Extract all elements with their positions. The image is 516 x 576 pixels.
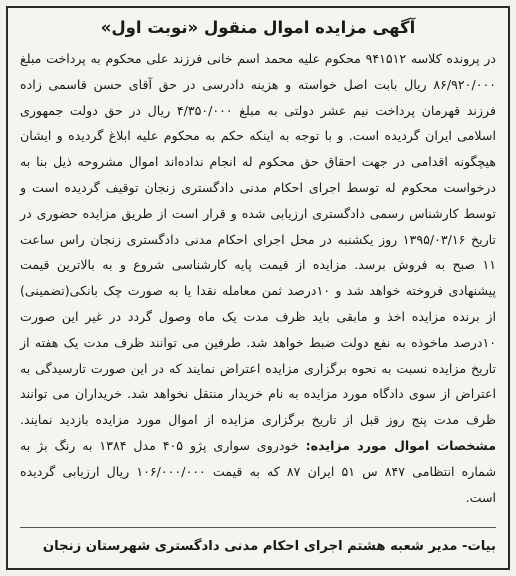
notice-content [8, 8, 508, 568]
property-spec-heading: مشخصات اموال مورد مزایده: [305, 437, 497, 453]
notice-main-paragraph: در پرونده کلاسه ۹۴۱۵۱۲ محکوم علیه محمد اسم خانی فرزند علی محکوم به پرداخت مبلغ ۸۶/۹۲۰/۰۰۰ ریال بابت اصل خواسته و هزینه دادرسی در حق آقای حسن قاسمی زاده فرزند قهرمان پرداخت نیم عشر دولتی به مبلغ ۴/۳۵۰/۰۰۰ ریال در حق دولت جمهوری اسلامی ایران گردیده است. و با توجه به اینکه حکم به محکوم علیه ابلاغ گردیده و ایشان هیچگونه اقدامی در جهت احقاق حق محکوم له انجام نداده‌اند اموال مشروحه ذیل بنا به درخواست محکوم له توسط اجرای احکام مدنی دادگستری زنجان توقیف گردیده است و توسط کارشناس رسمی دادگستری ارزیابی شده و قرار است از طریق مزایده حضوری در تاریخ ۱۳۹۵/۰۳/۱۶ روز یکشنبه در محل اجرای احکام مدنی دادگستری زنجان راس ساعت ۱۱ صبح به فروش برسد. مزایده از قیمت پایه کارشناسی شروع و به بالاترین قیمت پیشنهادی فروخته خواهد شد و ۱۰درصد ثمن معامله نقدا یا به صورت چک بانکی(تضمینی) از برنده مزایده اخذ و مابقی باید ظرف مدت یک ماه وصول گردد در غیر این صورت ۱۰درصد ماخوذه به نفع دولت ضبط خواهد شد. طرفین می توانند ظرف مدت یک هفته از تاریخ مزایده نسبت به نحوه برگزاری مزایده اعتراض نمایند که در این صورت تارسیدگی به اعتراض از سوی دادگاه مورد مزایده به نام خریدار منتقل نخواهد شد. خریداران می توانند ظرف مدت پنج روز قبل از تاریخ برگزاری مزایده از اموال مورد مزایده بازدید نمایند. [20, 51, 497, 428]
notice-signature: بیات- مدیر شعبه هشتم اجرای احکام مدنی دادگستری شهرستان زنجان [42, 539, 496, 554]
notice-body [20, 46, 496, 510]
notice-title: آگهی مزایده اموال منقول «نوبت اول» [100, 18, 416, 37]
signature-divider [20, 527, 496, 528]
property-spec-text: خودروی سواری پژو ۴۰۵ مدل ۱۳۸۴ به رنگ بژ به شماره انتظامی ۸۴۷ س ۵۱ ایران ۸۷ که به قیمت ۱۰۶/۰۰۰/۰۰۰ ریال ارزیابی گردیده است. [20, 437, 496, 505]
notice-border-frame [6, 6, 510, 570]
